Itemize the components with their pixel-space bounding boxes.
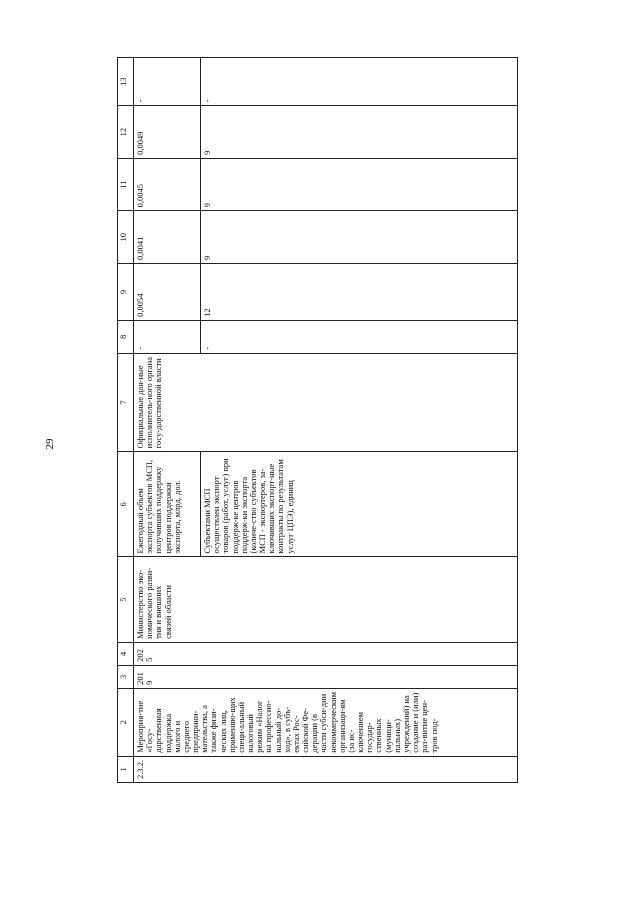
end-year-cell: 2025 <box>134 642 518 665</box>
responsible-executor-cell: Министерство эко-номического разви-тия и внешних связей области <box>134 557 518 642</box>
value-cell-12: 9 <box>201 106 518 159</box>
value-cell-11: 9 <box>201 158 518 211</box>
value-cell-8: - <box>134 320 201 353</box>
value-cell-10: 9 <box>201 211 518 264</box>
header-cell-13: 13 <box>118 58 134 106</box>
start-year-cell: 2019 <box>134 665 518 688</box>
value-cell-12: 0,0049 <box>134 106 201 159</box>
measures-table <box>117 57 518 783</box>
value-cell-9: 0,0054 <box>134 263 201 320</box>
value-cell-8: - <box>201 320 518 353</box>
header-cell-9: 9 <box>118 263 134 320</box>
item-number-cell: 2.3.2. <box>134 756 518 782</box>
value-cell-11: 0,0045 <box>134 158 201 211</box>
header-cell-2: 2 <box>118 688 134 756</box>
table-row <box>134 58 201 783</box>
value-cell-13: - <box>134 58 201 106</box>
header-cell-3: 3 <box>118 665 134 688</box>
data-source-cell: Официальные дан-ные исполнитель-ного органа госу-дарственной власти <box>134 353 518 452</box>
value-cell-10: 0,0041 <box>134 211 201 264</box>
header-row <box>118 58 134 783</box>
indicator-cell: Субъектами МСП осуществлен экспорт товаров (работ, услуг) при поддерж-ке центров поддерж-ки экспорта (количе-ство субъектов МСП - экспортеров, за-ключивших экспорт-ные контракты по результатам услуг ЦПЭ), единиц <box>201 452 518 557</box>
header-cell-6: 6 <box>118 452 134 557</box>
rotated-table-container <box>117 57 520 783</box>
header-cell-12: 12 <box>118 106 134 159</box>
measure-name-cell: Мероприя-тие «Госу-дарственная поддержка малого и среднего предприни-мательства, а также физи-ческих лиц, применяю-щих специ-альный налоговый режим «Налог на профессио-нальный до-ход», в субъ-ектах Рос-сийской Фе-дерации (в части субси-дии некоммерческим организаци-ям (за ис-ключением государ-ственных (муници-пальных) учреждений) на создание и (или) раз-витие цен-тров под- <box>134 688 518 756</box>
value-cell-13: - <box>201 58 518 106</box>
value-cell-9: 12 <box>201 263 518 320</box>
indicator-cell: Ежегодный объем экспорта субъектов МСП, получивших поддержку центров поддержки экспорта, млрд. дол. <box>134 452 201 557</box>
header-cell-5: 5 <box>118 557 134 642</box>
header-cell-11: 11 <box>118 158 134 211</box>
header-cell-8: 8 <box>118 320 134 353</box>
page-number: 29 <box>44 438 56 450</box>
header-cell-10: 10 <box>118 211 134 264</box>
header-cell-7: 7 <box>118 353 134 452</box>
header-cell-1: 1 <box>118 756 134 782</box>
header-cell-4: 4 <box>118 642 134 665</box>
